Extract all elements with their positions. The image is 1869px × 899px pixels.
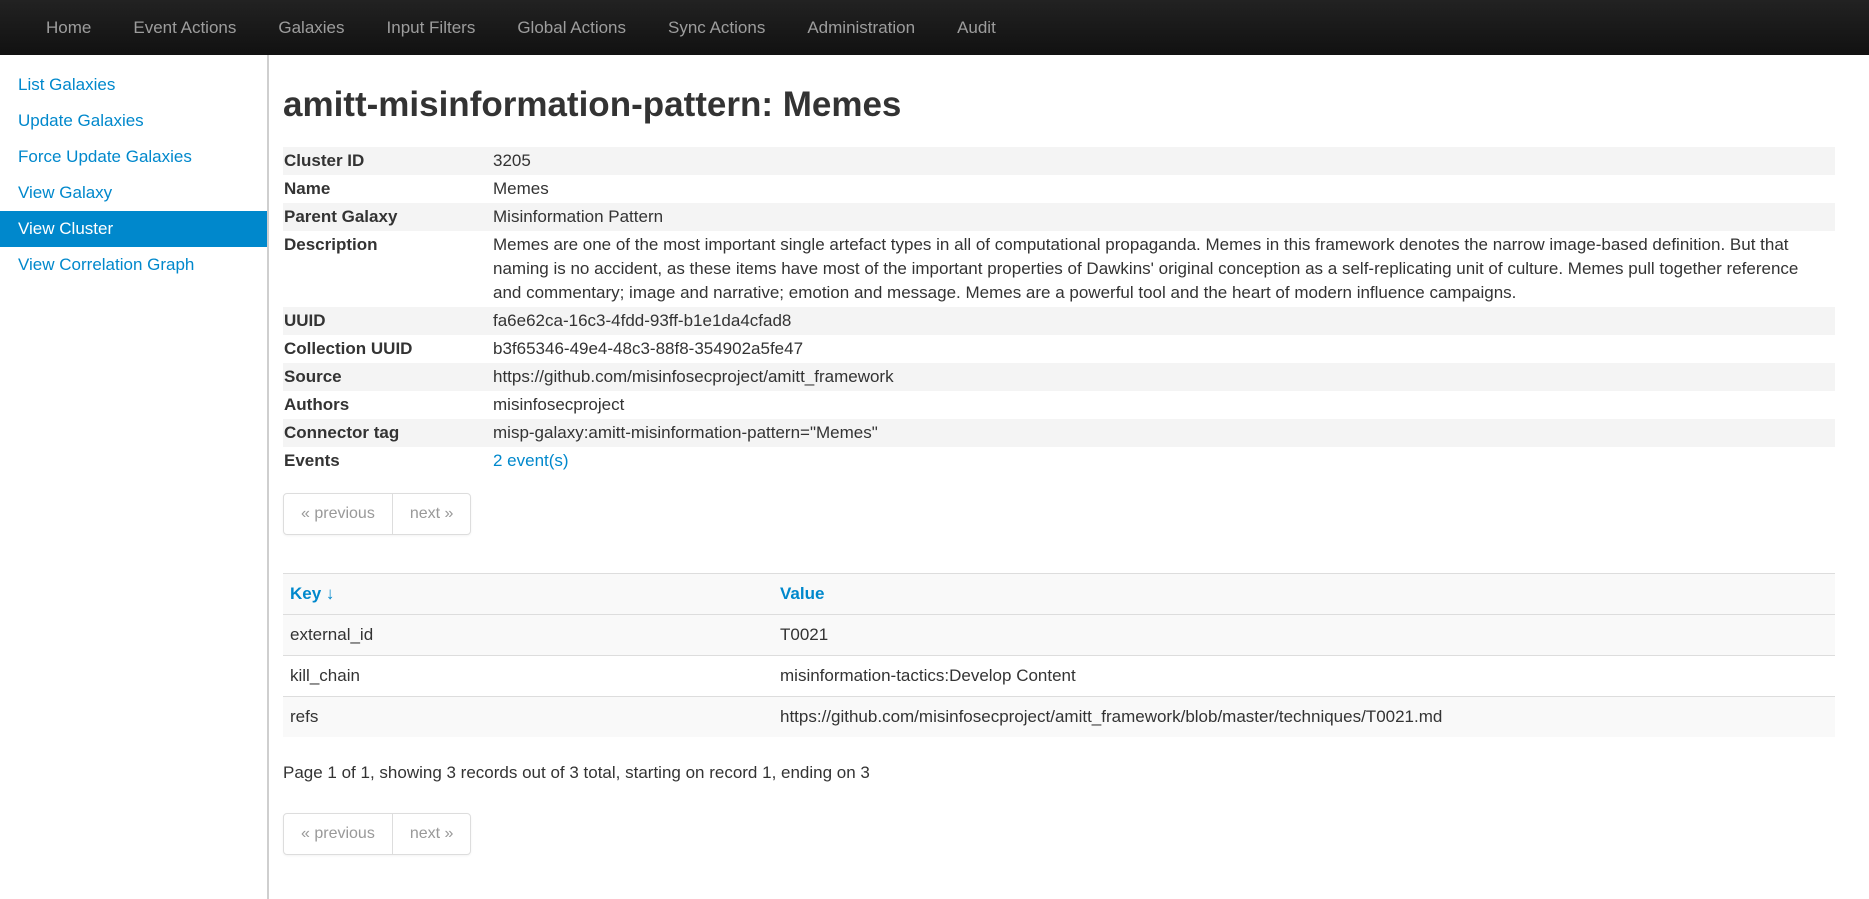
sidebar <box>0 55 269 899</box>
events-link[interactable]: 2 event(s) <box>493 451 569 470</box>
nav-home[interactable]: Home <box>46 18 92 37</box>
detail-key: Events <box>284 451 340 470</box>
nav-global-actions[interactable]: Global Actions <box>517 18 627 37</box>
table-row <box>283 615 1835 656</box>
nav-galaxies[interactable]: Galaxies <box>278 18 345 37</box>
nav-event-actions[interactable]: Event Actions <box>133 18 237 37</box>
next-page-button[interactable]: next » <box>392 494 471 534</box>
detail-value: misinfosecproject <box>493 395 625 414</box>
cluster-details <box>283 147 1835 475</box>
detail-key: Description <box>284 235 378 254</box>
table-row <box>283 697 1835 738</box>
element-key: refs <box>283 697 773 738</box>
sidebar-item-view-correlation-graph[interactable]: View Correlation Graph <box>18 255 195 274</box>
element-value: https://github.com/misinfosecproject/amitt_framework/blob/master/techniques/T0021.md <box>773 697 1835 738</box>
nav-administration[interactable]: Administration <box>807 18 916 37</box>
detail-row-parent-galaxy <box>283 203 1835 231</box>
sidebar-item-view-galaxy[interactable]: View Galaxy <box>18 183 113 202</box>
detail-key: Cluster ID <box>283 147 493 175</box>
element-key: kill_chain <box>283 656 773 697</box>
sort-by-value-header[interactable]: Value <box>773 574 1835 615</box>
sidebar-item-view-cluster[interactable]: View Cluster <box>0 211 267 247</box>
element-key: external_id <box>283 615 773 656</box>
detail-row-name <box>283 175 1835 203</box>
previous-page-button[interactable]: « previous <box>301 505 375 522</box>
detail-row-authors <box>283 391 1835 419</box>
detail-value: Memes <box>493 179 549 198</box>
pagination-top <box>283 493 471 535</box>
main-content <box>269 55 1869 899</box>
detail-value: 3205 <box>493 147 1835 175</box>
detail-value: Memes are one of the most important single artefact types in all of computational propaganda. Memes in this framework denotes the narrow image-based definition. But that naming is no accident, as these items have most of the important properties of Dawkins' original conception as a self-replicating unit of culture. Memes pull together reference and commentary; image and narrative; emotion and message. Memes are a powerful tool and the heart of modern influence campaigns. <box>493 235 1799 302</box>
detail-value: misp-galaxy:amitt-misinformation-pattern="Memes" <box>493 419 1835 447</box>
next-page-button[interactable]: next » <box>392 814 471 854</box>
nav-audit[interactable]: Audit <box>957 18 996 37</box>
detail-row-uuid <box>283 307 1835 335</box>
detail-row-description <box>283 231 1835 307</box>
cluster-elements-table <box>283 573 1835 737</box>
detail-row-cluster-id <box>283 147 1835 175</box>
sidebar-item-force-update-galaxies[interactable]: Force Update Galaxies <box>18 147 192 166</box>
previous-page-button[interactable]: « previous <box>301 825 375 842</box>
detail-row-connector-tag <box>283 419 1835 447</box>
detail-row-events <box>283 447 1835 475</box>
table-header-row <box>283 574 1835 615</box>
detail-key: Authors <box>284 395 350 414</box>
pagination-bottom <box>283 813 471 855</box>
table-row <box>283 656 1835 697</box>
detail-row-source <box>283 363 1835 391</box>
pagination-summary: Page 1 of 1, showing 3 records out of 3 total, starting on record 1, ending on 3 <box>283 763 870 782</box>
element-value: T0021 <box>773 615 1835 656</box>
element-value: misinformation-tactics:Develop Content <box>773 656 1835 697</box>
top-navbar <box>0 0 1869 55</box>
detail-value: Misinformation Pattern <box>493 203 1835 231</box>
detail-row-collection-uuid <box>283 335 1835 363</box>
nav-sync-actions[interactable]: Sync Actions <box>668 18 766 37</box>
detail-key: Collection UUID <box>284 339 413 358</box>
sort-by-key-header[interactable]: Key ↓ <box>283 574 773 615</box>
detail-key: Connector tag <box>283 419 493 447</box>
page-title: amitt-misinformation-pattern: Memes <box>283 85 902 124</box>
detail-key: Parent Galaxy <box>283 203 493 231</box>
detail-value: fa6e62ca-16c3-4fdd-93ff-b1e1da4cfad8 <box>493 307 1835 335</box>
nav-input-filters[interactable]: Input Filters <box>386 18 476 37</box>
detail-value: b3f65346-49e4-48c3-88f8-354902a5fe47 <box>493 339 804 358</box>
sidebar-item-list-galaxies[interactable]: List Galaxies <box>18 75 116 94</box>
sidebar-item-update-galaxies[interactable]: Update Galaxies <box>18 111 144 130</box>
detail-key: Name <box>284 179 331 198</box>
detail-key: Source <box>283 363 493 391</box>
detail-value: https://github.com/misinfosecproject/amitt_framework <box>493 363 1835 391</box>
detail-key: UUID <box>283 307 493 335</box>
